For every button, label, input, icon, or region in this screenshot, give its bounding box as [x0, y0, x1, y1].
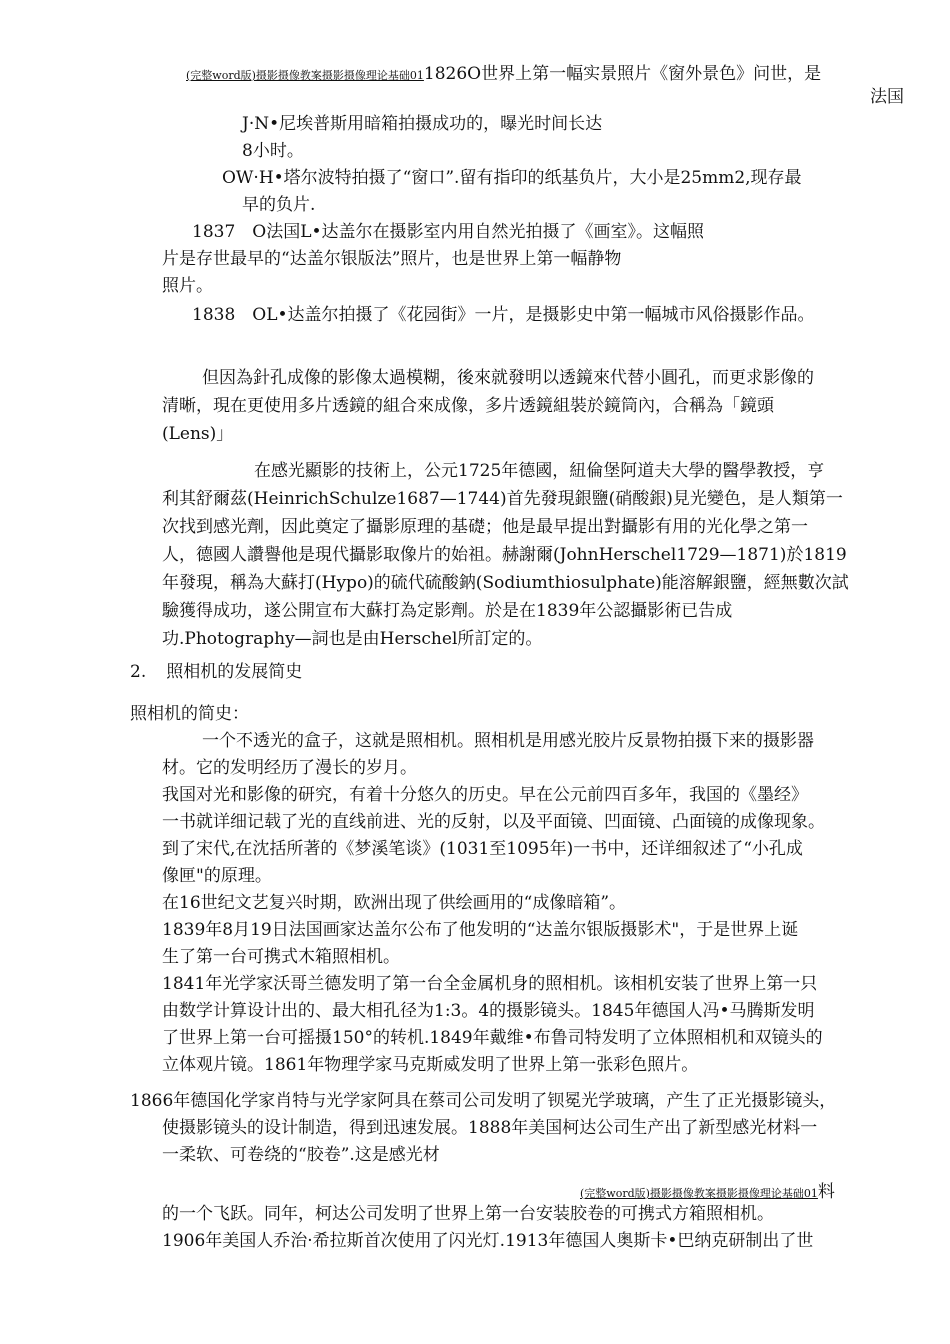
camera-line: 立体观片镜。1861年物理学家马克斯威发明了世界上第一张彩色照片。 [162, 1055, 699, 1075]
camera-line: 1841年光学家沃哥兰德发明了第一台全金属机身的照相机。该相机安装了世界上第一只 [162, 974, 818, 994]
header-text: 1826O世界上第一幅实景照片《窗外景色》问世，是 [423, 64, 822, 84]
camera-line: 一书就详细记载了光的直线前进、光的反射，以及平面镜、凹面镜、凸面镜的成像现象。 [162, 812, 825, 832]
photo-para-line: 在感光顯影的技術上，公元1725年德國，紐倫堡阿道夫大學的醫學教授，亨 [254, 461, 825, 481]
header-line-top [186, 63, 821, 87]
lens-para-line: 清晰，現在更使用多片透鏡的組合來成像，多片透鏡組裝於鏡筒內，合稱為「鏡頭 [162, 396, 774, 416]
history-line: 8小时。 [242, 141, 304, 161]
photo-para-line: 利其舒爾茲(HeinrichSchulze1687—1744)首先發現銀鹽(硝酸銀)見光變色，是人類第一 [162, 489, 843, 509]
camera-line: 我国对光和影像的研究，有着十分悠久的历史。早在公元前四百多年，我国的《墨经》 [162, 785, 808, 805]
history-line: 片是存世最早的“达盖尔银版法”照片，也是世界上第一幅静物 [162, 249, 622, 269]
section-number: 2. [130, 662, 147, 682]
camera-line: 1839年8月19日法国画家达盖尔公布了他发明的“达盖尔银版摄影术"，于是世界上诞 [162, 920, 799, 940]
final-line: 1906年美国人乔治·希拉斯首次使用了闪光灯.1913年德国人奥斯卡•巴纳克研制出了世 [162, 1231, 814, 1251]
p1866-line: 一柔软、可卷绕的“胶卷”.这是感光材 [162, 1145, 440, 1165]
final-line: 的一个飞跃。同年，柯达公司发明了世界上第一台安装胶卷的可携式方箱照相机。 [162, 1204, 774, 1224]
photo-para-line: 驗獲得成功，遂公開宣布大蘇打為定影劑。於是在1839年公認攝影術已告成 [162, 601, 733, 621]
section-heading [130, 661, 302, 683]
history-line: OW·H•塔尔波特拍摄了“窗口”.留有指印的纸基负片，大小是25mm2,现存最 [222, 168, 802, 188]
camera-line: 了世界上第一台可摇摄150°的转机.1849年戴维•布鲁司特发明了立体照相机和双镜头的 [162, 1028, 823, 1048]
camera-line: 由数学计算设计出的、最大相孔径为1:3。4的摄影镜头。1845年德国人冯•马腾斯发明 [162, 1001, 815, 1021]
header-label-bottom: (完整word版)摄影摄像教案摄影摄像理论基础01 [580, 1187, 818, 1200]
p1866-line: 1866年德国化学家肖特与光学家阿具在蔡司公司发明了钡冕光学玻璃，产生了正光摄影镜头， [130, 1091, 837, 1111]
photo-para-line: 次找到感光劑，因此奠定了攝影原理的基礎；他是最早提出對攝影有用的光化學之第一 [162, 517, 808, 537]
lens-para-line: 但因為針孔成像的影像太過模糊，後來就發明以透鏡來代替小圓孔，而更求影像的 [202, 368, 814, 388]
history-line: J·N•尼埃普斯用暗箱拍摄成功的，曝光时间长达 [242, 114, 603, 134]
camera-line: 材。它的发明经历了漫长的岁月。 [162, 758, 417, 778]
header-line-bottom [580, 1181, 835, 1205]
camera-line: 生了第一台可携式木箱照相机。 [162, 947, 400, 967]
camera-line: 到了宋代,在沈括所著的《梦溪笔谈》(1031至1095年)一书中，还详细叙述了“小孔成 [162, 839, 803, 859]
photo-para-line: 功.Photography—詞也是由Herschel所訂定的。 [162, 629, 543, 649]
history-line: 早的负片. [242, 195, 316, 215]
lens-para-line: (Lens)」 [162, 424, 234, 444]
header-text-bottom: 料 [817, 1182, 835, 1202]
section-title: 照相机的发展简史 [166, 662, 303, 682]
camera-line: 像匣"的原理。 [162, 866, 272, 886]
photo-para-line: 年發現，稱為大蘇打(Hypo)的硫代硫酸鈉(Sodiumthiosulphate)能溶解銀鹽，經無數次試 [162, 573, 849, 593]
history-line: 照片。 [162, 276, 213, 296]
header-label: (完整word版)摄影摄像教案摄影摄像理论基础01 [186, 69, 424, 82]
p1866-line: 使摄影镜头的设计制造，得到迅速发展。1888年美国柯达公司生产出了新型感光材料一 [162, 1118, 818, 1138]
subheading: 照相机的简史： [130, 704, 249, 724]
history-line: 1838 OL•达盖尔拍摄了《花园街》一片，是摄影史中第一幅城市风俗摄影作品。 [192, 305, 815, 325]
camera-line: 在16世纪文艺复兴时期，欧洲出现了供绘画用的“成像暗箱”。 [162, 893, 627, 913]
history-line: 1837 O法国L•达盖尔在摄影室内用自然光拍摄了《画室》。这幅照 [192, 222, 705, 242]
camera-line: 一个不透光的盒子，这就是照相机。照相机是用感光胶片反景物拍摄下来的摄影器 [202, 731, 814, 751]
photo-para-line: 人，德國人讚譽他是現代攝影取像片的始祖。赫謝爾(JohnHerschel1729—1871)於1819 [162, 545, 847, 565]
header-text-cont: 法国 [870, 87, 904, 107]
